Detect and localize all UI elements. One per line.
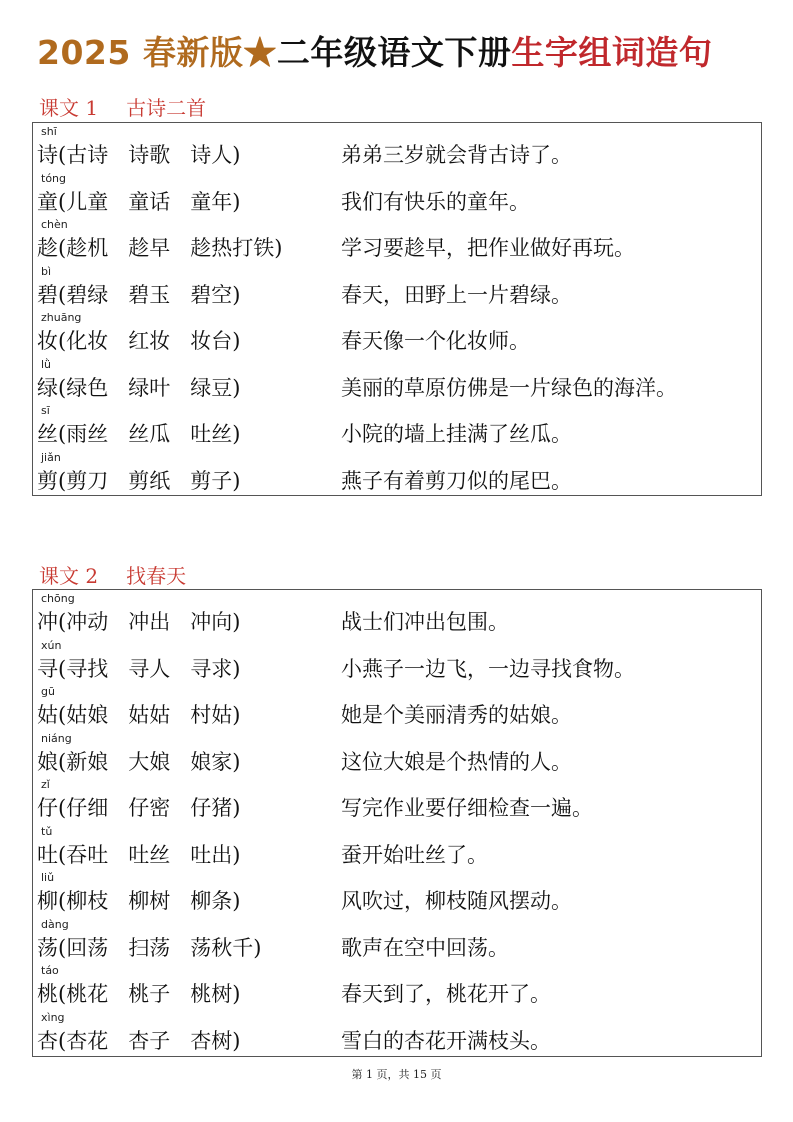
character: 绿: [37, 375, 58, 400]
right-paren: ): [253, 935, 262, 960]
right-paren: ): [232, 610, 241, 634]
character: 妆: [37, 329, 58, 353]
vocab-row: [33, 265, 761, 312]
example-sentence: 歌声在空中回荡。: [341, 935, 509, 960]
word: 杏花: [66, 1028, 109, 1053]
word: 回荡: [66, 935, 109, 960]
character: 杏: [37, 1028, 58, 1053]
title-topic: 生字组词造句: [511, 33, 713, 72]
pinyin: xún: [41, 638, 62, 652]
right-paren: ): [232, 375, 241, 400]
lesson-number: 课文 2: [39, 564, 99, 588]
vocab-row: [33, 685, 761, 732]
word: 吞吐: [66, 842, 109, 867]
word: 姑娘: [66, 703, 109, 727]
word: 仔猪: [190, 796, 233, 820]
right-paren: ): [232, 282, 241, 307]
pinyin: shī: [41, 125, 57, 138]
example-sentence: 写完作业要仔细检查一遍。: [341, 796, 593, 820]
word: 趁早: [128, 236, 171, 260]
page-footer: 第 1 页，共 15 页: [351, 1068, 442, 1081]
word: 丝瓜: [128, 422, 171, 446]
character: 剪: [37, 468, 58, 493]
lesson-name: 古诗二首: [126, 96, 207, 120]
word-group: [37, 792, 240, 822]
vocab-row: [33, 404, 761, 451]
word: 诗歌: [128, 143, 171, 167]
word: 趁热打铁: [190, 236, 275, 260]
word: 杏子: [128, 1028, 171, 1053]
pinyin: tóng: [41, 171, 66, 185]
vocab-row: [33, 778, 761, 825]
word: 冲向: [190, 610, 233, 634]
word: 碧空: [190, 282, 233, 307]
word: 杏树: [190, 1028, 233, 1053]
example-sentence: 春天像一个化妆师。: [341, 329, 530, 353]
word: 剪纸: [128, 468, 171, 493]
left-paren: (: [58, 189, 67, 214]
left-paren: (: [58, 468, 67, 493]
left-paren: (: [58, 329, 67, 353]
word: 吐丝: [190, 422, 233, 446]
word: 碧玉: [128, 282, 171, 307]
title-edition: 春新版: [142, 33, 244, 72]
character: 柳: [37, 889, 58, 913]
example-sentence: 蚕开始吐丝了。: [341, 842, 488, 867]
pinyin: zhuāng: [41, 311, 82, 324]
character: 娘: [37, 749, 58, 774]
word-group: [37, 746, 240, 776]
left-paren: (: [58, 282, 67, 307]
left-paren: (: [58, 236, 67, 260]
vocab-table: [32, 589, 762, 1057]
word-group: [37, 418, 240, 448]
example-sentence: 我们有快乐的童年。: [341, 189, 530, 214]
vocab-row: [33, 172, 761, 219]
example-sentence: 风吹过，柳枝随风摆动。: [341, 889, 572, 913]
word: 柳条: [190, 889, 233, 913]
word: 大娘: [128, 749, 171, 774]
right-paren: ): [232, 796, 241, 820]
vocab-row: [33, 1011, 761, 1058]
character: 姑: [37, 703, 58, 727]
word-group: [37, 885, 240, 915]
pinyin: xìng: [41, 1010, 65, 1024]
word: 冲动: [66, 610, 109, 634]
vocab-row: [33, 218, 761, 265]
word: 桃花: [66, 982, 109, 1006]
word-group: [37, 325, 240, 355]
word: 仔密: [128, 796, 171, 820]
word: 童年: [190, 189, 233, 214]
example-sentence: 小燕子一边飞，一边寻找食物。: [341, 656, 635, 681]
pinyin: niáng: [41, 731, 72, 745]
example-sentence: 美丽的草原仿佛是一片绿色的海洋。: [341, 375, 677, 400]
section-title: [39, 560, 186, 589]
vocab-row: [33, 825, 761, 872]
left-paren: (: [58, 796, 67, 820]
right-paren: ): [232, 656, 241, 681]
example-sentence: 春天到了，桃花开了。: [341, 982, 551, 1006]
word: 荡秋千: [190, 935, 254, 960]
right-paren: ): [232, 189, 241, 214]
left-paren: (: [58, 656, 67, 681]
word: 剪子: [190, 468, 233, 493]
word-group: [37, 139, 240, 169]
word-group: [37, 279, 240, 309]
right-paren: ): [232, 143, 241, 167]
word: 柳树: [128, 889, 171, 913]
character: 冲: [37, 610, 58, 634]
word-group: [37, 653, 240, 683]
word: 诗人: [190, 143, 233, 167]
example-sentence: 春天，田野上一片碧绿。: [341, 282, 572, 307]
word: 村姑: [190, 703, 233, 727]
word: 桃子: [128, 982, 171, 1006]
right-paren: ): [232, 749, 241, 774]
character: 丝: [37, 422, 58, 446]
character: 童: [37, 189, 58, 214]
word: 古诗: [66, 143, 109, 167]
example-sentence: 这位大娘是个热情的人。: [341, 749, 572, 774]
word: 姑姑: [128, 703, 171, 727]
vocab-row: [33, 964, 761, 1011]
word: 吐丝: [128, 842, 171, 867]
word: 趁机: [66, 236, 109, 260]
right-paren: ): [232, 842, 241, 867]
section-title: [39, 92, 206, 121]
character: 寻: [37, 656, 58, 681]
word: 寻找: [66, 656, 109, 681]
right-paren: ): [232, 703, 241, 727]
word-group: [37, 932, 261, 962]
pinyin: táo: [41, 964, 59, 977]
character: 荡: [37, 935, 58, 960]
word: 碧绿: [66, 282, 109, 307]
pinyin: zǐ: [41, 778, 50, 791]
word: 雨丝: [66, 422, 109, 446]
word: 扫荡: [128, 935, 171, 960]
word-group: [37, 978, 240, 1008]
word: 绿豆: [190, 375, 233, 400]
character: 碧: [37, 282, 58, 307]
character: 吐: [37, 842, 58, 867]
vocab-row: [33, 871, 761, 918]
word: 新娘: [66, 749, 109, 774]
word: 寻求: [190, 656, 233, 681]
vocab-row: [33, 311, 761, 358]
word-group: [37, 699, 240, 729]
vocab-table: [32, 122, 762, 496]
character: 桃: [37, 982, 58, 1006]
right-paren: ): [232, 889, 241, 913]
vocab-row: [33, 639, 761, 686]
word: 娘家: [190, 749, 233, 774]
right-paren: ): [232, 329, 241, 353]
vocab-row: [33, 732, 761, 779]
example-sentence: 她是个美丽清秀的姑娘。: [341, 703, 572, 727]
word: 仔细: [66, 796, 109, 820]
pinyin: gū: [41, 685, 55, 698]
pinyin: bì: [41, 264, 52, 278]
word-group: [37, 1025, 240, 1055]
character: 趁: [37, 236, 58, 260]
word: 绿叶: [128, 375, 171, 400]
word-group: [37, 465, 240, 495]
pinyin: dàng: [41, 917, 69, 931]
left-paren: (: [58, 842, 67, 867]
left-paren: (: [58, 982, 67, 1006]
word-group: [37, 606, 240, 636]
right-paren: ): [274, 236, 283, 260]
word: 桃树: [190, 982, 233, 1006]
right-paren: ): [232, 1028, 241, 1053]
word-group: [37, 232, 282, 262]
word-group: [37, 186, 240, 216]
pinyin: tǔ: [41, 824, 53, 838]
left-paren: (: [58, 143, 67, 167]
left-paren: (: [58, 422, 67, 446]
example-sentence: 战士们冲出包围。: [341, 610, 509, 634]
word: 化妆: [66, 329, 109, 353]
right-paren: ): [232, 468, 241, 493]
word: 寻人: [128, 656, 171, 681]
example-sentence: 学习要趁早，把作业做好再玩。: [341, 236, 635, 260]
character: 仔: [37, 796, 58, 820]
left-paren: (: [58, 610, 67, 634]
left-paren: (: [58, 375, 67, 400]
left-paren: (: [58, 935, 67, 960]
word: 童话: [128, 189, 171, 214]
example-sentence: 雪白的杏花开满枝头。: [341, 1028, 551, 1053]
example-sentence: 燕子有着剪刀似的尾巴。: [341, 468, 572, 493]
word: 儿童: [66, 189, 109, 214]
word-group: [37, 372, 240, 402]
vocab-row: [33, 358, 761, 405]
left-paren: (: [58, 703, 67, 727]
example-sentence: 小院的墙上挂满了丝瓜。: [341, 422, 572, 446]
pinyin: jiǎn: [41, 450, 61, 464]
pinyin: sī: [41, 404, 50, 417]
word: 绿色: [66, 375, 109, 400]
pinyin: chèn: [41, 218, 68, 231]
left-paren: (: [58, 889, 67, 913]
word: 妆台: [190, 329, 233, 353]
title-grade: 二年级语文下册: [276, 33, 512, 72]
lesson-number: 课文 1: [39, 96, 99, 120]
word: 红妆: [128, 329, 171, 353]
example-sentence: 弟弟三岁就会背古诗了。: [341, 143, 572, 167]
word: 吐出: [190, 842, 233, 867]
page-title: [37, 30, 712, 76]
character: 诗: [37, 143, 58, 167]
word: 冲出: [128, 610, 171, 634]
star-icon: ★: [243, 33, 277, 72]
vocab-row: [33, 125, 761, 172]
left-paren: (: [58, 1028, 67, 1053]
left-paren: (: [58, 749, 67, 774]
pinyin: lǜ: [41, 357, 52, 371]
word-group: [37, 839, 240, 869]
lesson-name: 找春天: [126, 564, 187, 588]
vocab-row: [33, 451, 761, 498]
vocab-row: [33, 592, 761, 639]
word: 剪刀: [66, 468, 109, 493]
title-year: 2025: [37, 33, 131, 72]
vocab-row: [33, 918, 761, 965]
pinyin: chōng: [41, 592, 75, 605]
word: 柳枝: [66, 889, 109, 913]
pinyin: liǔ: [41, 871, 55, 884]
right-paren: ): [232, 422, 241, 446]
right-paren: ): [232, 982, 241, 1006]
